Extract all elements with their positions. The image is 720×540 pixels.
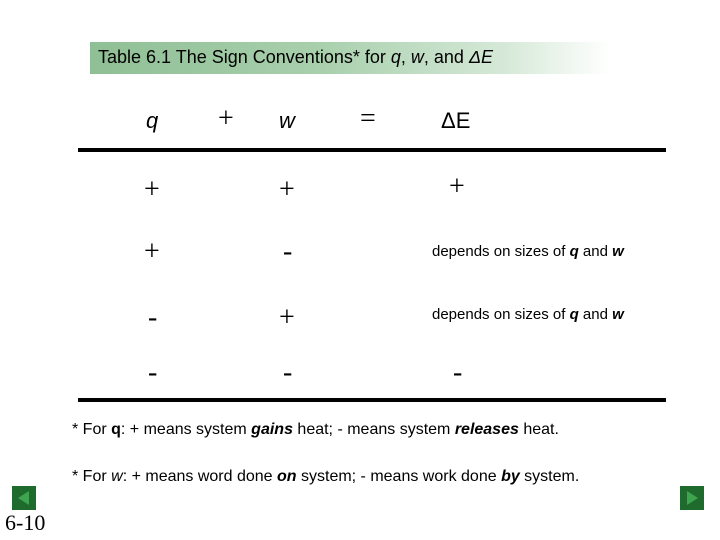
row3-q: - — [148, 302, 158, 333]
table-top-rule — [78, 148, 666, 152]
header-equals: = — [360, 103, 376, 134]
next-slide-button[interactable] — [680, 486, 704, 510]
header-delta-e: ΔE — [441, 108, 471, 133]
header-plus: + — [218, 103, 234, 134]
row3-e: depends on sizes of q and w — [432, 306, 624, 323]
row2-w: - — [283, 236, 293, 267]
prev-slide-button[interactable] — [12, 486, 36, 510]
header-w: w — [279, 108, 295, 133]
row4-w: - — [283, 357, 293, 388]
header-q: q — [146, 108, 159, 133]
row3-w: + — [279, 302, 295, 333]
row4-e: - — [453, 357, 463, 388]
table-title: Table 6.1 The Sign Conventions* for q, w, and ΔE — [98, 47, 494, 67]
row4-q: - — [148, 357, 158, 388]
prev-slide-icon — [18, 491, 29, 505]
row2-e: depends on sizes of q and w — [432, 243, 624, 260]
next-slide-icon — [687, 491, 698, 505]
row1-e: + — [449, 171, 465, 202]
row2-q: + — [144, 236, 160, 267]
page-number: 6-10 — [5, 510, 46, 535]
row1-w: + — [279, 174, 295, 205]
row1-q: + — [144, 174, 160, 205]
footnote-w: * For w: + means word done on system; - means work done by system. — [72, 468, 580, 485]
table-bottom-rule — [78, 398, 666, 402]
footnote-q: * For q: + means system gains heat; - means system releases heat. — [72, 421, 559, 438]
